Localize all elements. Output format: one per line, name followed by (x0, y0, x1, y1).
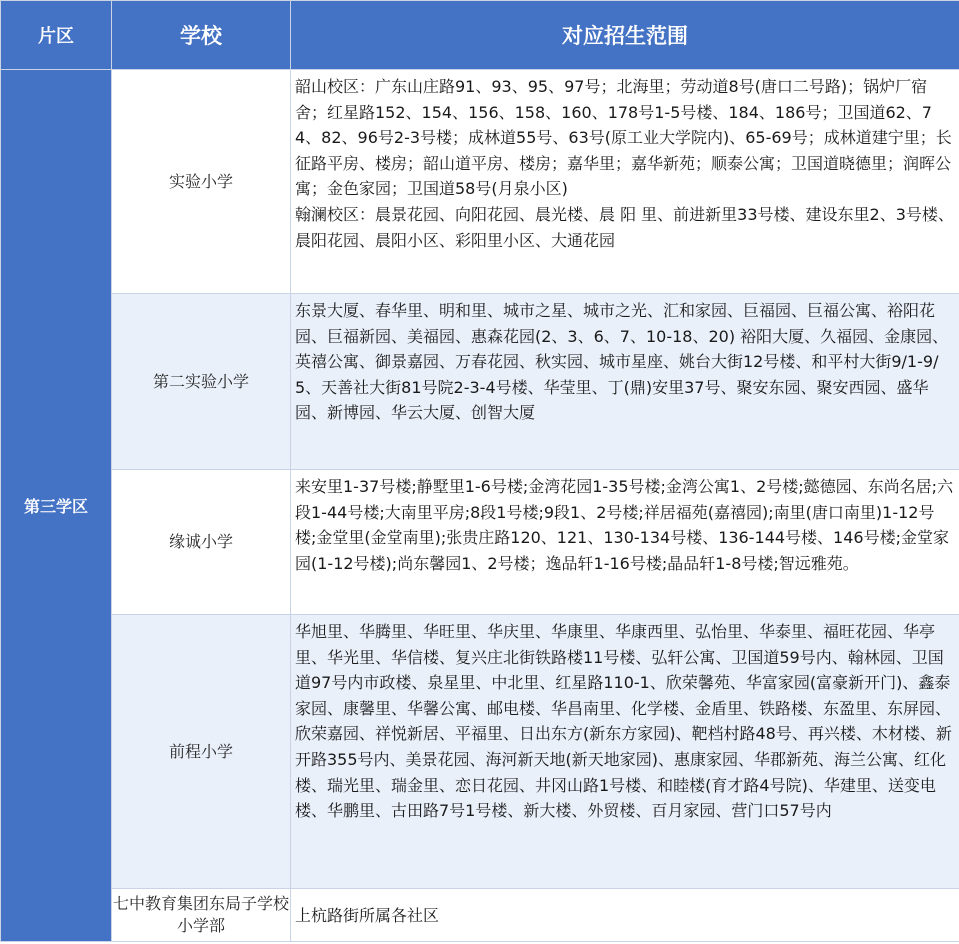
header-district: 片区 (1, 1, 112, 70)
range-text: 翰澜校区：晨景花园、向阳花园、晨光楼、晨 阳 里、前进新里33号楼、建设东里2、3号楼、晨阳花园、晨阳小区、彩阳里小区、大通花园 (295, 204, 954, 250)
table-row (1, 889, 959, 942)
school-name: 实验小学 (112, 70, 291, 294)
range-text: 华旭里、华腾里、华旺里、华庆里、华康里、华康西里、弘怡里、华泰里、福旺花园、华亭里、华光里、华信楼、复兴庄北街铁路楼11号楼、弘轩公寓、卫国道59号内、翰林园、卫国道97号内市政楼、泉星里、中北里、红星路110-1、欣荣馨苑、华富家园(富豪新开门)、鑫泰家园、康馨里、华馨公寓、邮电楼、华昌南里、化学楼、金盾里、铁路楼、东盈里、东屏园、欣荣嘉园、祥悦新居、平福里、日出东方(新东方家园)、靶档村路48号、再兴楼、木材楼、新开路355号内、美景花园、海河新天地(新天地家园)、惠康家园、华郡新苑、海兰公寓、红化楼、瑞光里、瑞金里、恋日花园、井冈山路1号楼、和睦楼(育才路4号院)、华建里、送变电楼、华鹏里、古田路7号1号楼、新大楼、外贸楼、百月家园、营门口57号内 (295, 622, 952, 821)
table-row (1, 294, 959, 470)
school-name: 前程小学 (112, 615, 291, 889)
range-text: 韶山校区：广东山庄路91、93、95、97号；北海里；劳动道8号(唐口二号路)；锅炉厂宿舍；红星路152、154、156、158、160、178号1-5号楼、184、186号；卫国道62、74、82、96号2-3号楼；成林道55号、63号(原工业大学院内)、65-69号；成林道建宁里；长征路平房、楼房；韶山道平房、楼房；嘉华里；嘉华新苑；顺泰公寓；卫国道晓德里；润晖公寓；金色家园；卫国道58号(月泉小区) (295, 77, 952, 199)
school-name: 第二实验小学 (112, 294, 291, 470)
table-row (1, 70, 959, 294)
table-header-row (1, 1, 959, 70)
table-row (1, 615, 959, 889)
table-row (1, 470, 959, 615)
header-range: 对应招生范围 (291, 1, 959, 70)
school-name: 七中教育集团东局子学校小学部 (112, 889, 291, 942)
range-text: 来安里1-37号楼;静墅里1-6号楼;金湾花园1-35号楼;金湾公寓1、2号楼;懿德园、东尚名居;六段1-44号楼;大南里平房;8段1号楼;9段1、2号楼;祥居福苑(嘉禧园);南里(唐口南里)1-12号楼;金堂里(金堂南里);张贵庄路120、121、130-134号楼、136-144号楼、146号楼;金堂家园(1-12号楼);尚东馨园1、2号楼；逸品轩1-16号楼;晶品轩1-8号楼;智远雅苑。 (295, 477, 954, 573)
enrollment-range (291, 615, 959, 889)
range-text: 上杭路街所属各社区 (295, 906, 440, 926)
range-text: 东景大厦、春华里、明和里、城市之星、城市之光、汇和家园、巨福园、巨福公寓、裕阳花园、巨福新园、美福园、惠森花园(2、3、6、7、10-18、20) 裕阳大厦、久福园、金康园、英禧公寓、御景嘉园、万春花园、秋实园、城市星座、姚台大街12号楼、和平村大街9/1-9/5、天善社大街81号院2-3-4号楼、华莹里、丁(鼎)安里37号、聚安东园、聚安西园、盛华园、新博园、华云大厦、创智大厦 (295, 301, 949, 423)
enrollment-range (291, 70, 959, 294)
header-school: 学校 (112, 1, 291, 70)
school-name: 缘诚小学 (112, 470, 291, 615)
enrollment-range (291, 470, 959, 615)
enrollment-range (291, 294, 959, 470)
district-cell: 第三学区 (1, 70, 112, 942)
enrollment-range (291, 889, 959, 942)
